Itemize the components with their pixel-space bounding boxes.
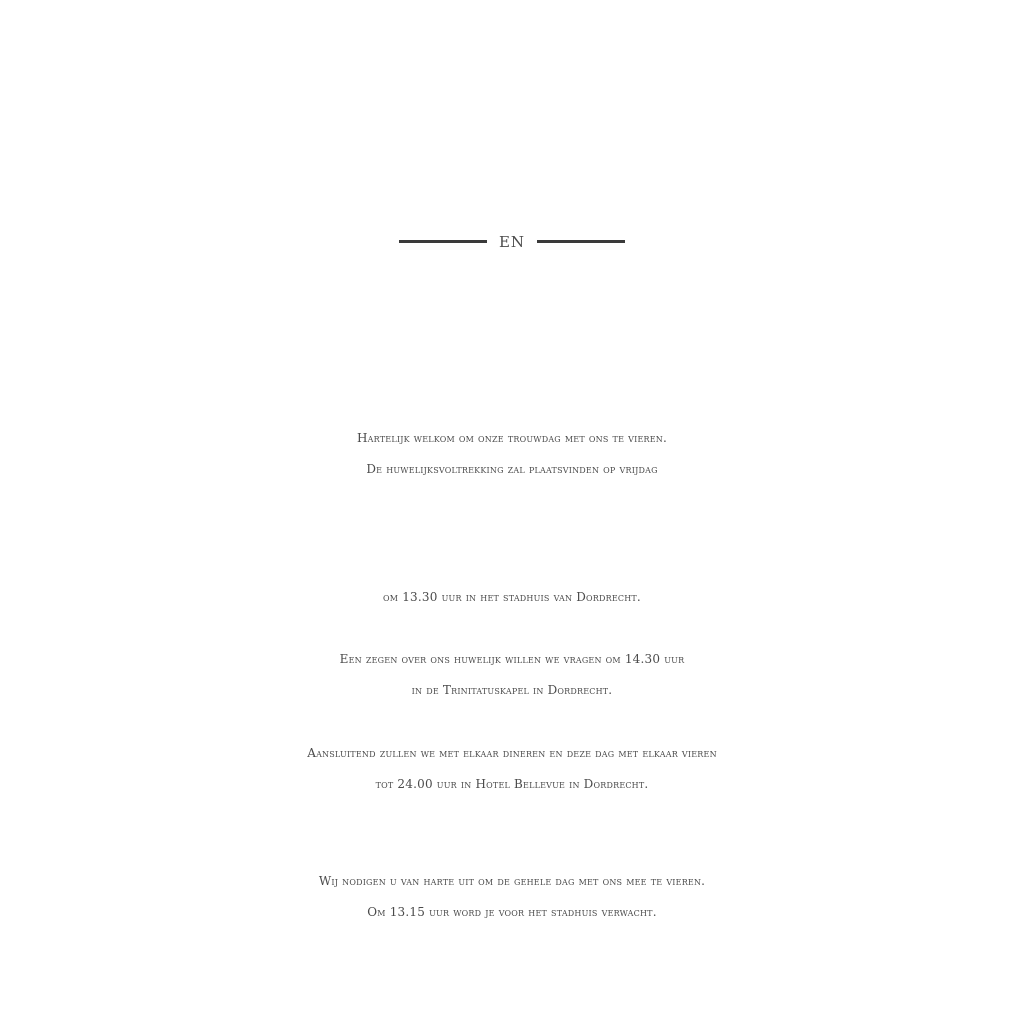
divider-line-right: [537, 240, 625, 243]
dinner-line-2: tot 24.00 uur in Hotel Bellevue in Dordrecht.: [375, 777, 649, 791]
welcome-paragraph: [0, 423, 1024, 485]
welcome-line-1: Hartelijk welkom om onze trouwdag met ons te vieren.: [357, 431, 667, 445]
invitation-line-2: Om 13.15 uur word je voor het stadhuis verwacht.: [367, 905, 657, 919]
dinner-line-1: Aansluitend zullen we met elkaar dineren en deze dag met elkaar vieren: [307, 746, 717, 760]
divider-word: en: [498, 228, 526, 253]
invitation-line-1: Wij nodigen u van harte uit om de gehele dag met ons mee te vieren.: [318, 874, 706, 888]
names-divider: [0, 228, 1024, 254]
blessing-line-1: Een zegen over ons huwelijk willen we vragen om 14.30 uur: [339, 652, 685, 666]
divider-line-left: [399, 240, 487, 243]
ceremony-time-line: om 13.30 uur in het stadhuis van Dordrecht.: [383, 590, 641, 604]
blessing-paragraph: [0, 644, 1024, 706]
invitation-paragraph: [0, 866, 1024, 928]
blessing-line-2: in de Trinitatuskapel in Dordrecht.: [411, 683, 613, 697]
dinner-paragraph: [0, 738, 1024, 800]
welcome-line-2: De huwelijksvoltrekking zal plaatsvinden op vrijdag: [366, 462, 658, 476]
ceremony-time-paragraph: [0, 582, 1024, 613]
